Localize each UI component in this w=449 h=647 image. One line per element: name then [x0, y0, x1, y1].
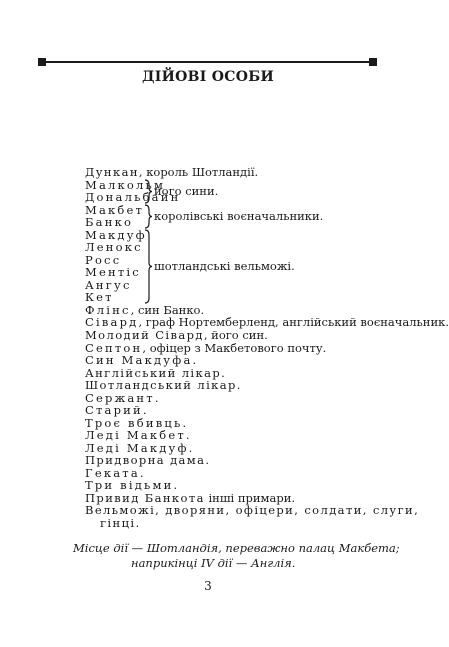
character-name: Три відьми. — [85, 478, 180, 492]
character-line — [85, 453, 210, 467]
character-name: Кет — [85, 290, 114, 304]
character-name: Молодий Сівард — [85, 328, 204, 342]
brace-label-sons: його сини. — [154, 184, 219, 198]
character-name: Шотландський лікар. — [85, 378, 242, 392]
character-name: Сержант. — [85, 391, 161, 405]
character-desc: , офіцер з Макбетового почту. — [142, 341, 327, 355]
character-desc: , король Шотландії. — [138, 165, 259, 179]
character-desc: , син Банко. — [130, 303, 205, 317]
character-name: Септон — [85, 341, 143, 355]
character-line — [85, 165, 258, 179]
character-line — [85, 403, 149, 417]
brace-label-generals: королівські воєначальники. — [154, 209, 324, 223]
character-line — [85, 265, 141, 279]
character-name: Вельможі, дворяни, офіцери, солдати, слуги, — [85, 503, 420, 517]
page-title: ДІЙОВІ ОСОБИ — [142, 69, 274, 85]
character-name: Банко — [85, 215, 134, 229]
character-name: Придворна дама. — [85, 453, 211, 467]
character-line — [85, 290, 114, 304]
character-line — [100, 516, 141, 530]
character-name: Троє вбивць. — [85, 416, 189, 430]
character-name: Росс — [85, 253, 122, 267]
brace-generals — [143, 204, 153, 229]
character-name: Дункан — [85, 165, 139, 179]
character-line — [85, 428, 192, 442]
character-line — [85, 328, 268, 342]
character-line — [85, 503, 419, 517]
brace-sons — [143, 179, 153, 204]
character-name: Геката. — [85, 466, 146, 480]
character-name: Англійський лікар. — [85, 366, 227, 380]
character-name: Син Макдуфа. — [85, 353, 199, 367]
character-name: Леді Макбет. — [85, 428, 192, 442]
character-name: Ленокс — [85, 240, 143, 254]
character-name: Сівард — [85, 315, 139, 329]
character-line — [85, 315, 449, 329]
character-line — [85, 378, 242, 392]
character-line — [85, 215, 133, 229]
header-rule — [38, 61, 377, 63]
character-name: Макдуф — [85, 228, 147, 242]
brace-label-nobles: шотландські вельможі. — [154, 259, 295, 273]
character-desc: інші примари. — [204, 491, 296, 505]
character-name: Привид Банкота — [85, 491, 205, 505]
character-name: гінці. — [100, 516, 141, 530]
brace-nobles — [143, 229, 153, 304]
header-square-right — [369, 58, 377, 66]
character-line — [85, 353, 198, 367]
character-name: Старий. — [85, 403, 149, 417]
setting-line-1: Місце дії — Шотландія, переважно палац Макбета; — [73, 541, 400, 555]
character-name: Ментіс — [85, 265, 141, 279]
page-number: 3 — [204, 579, 212, 593]
character-name: Дональбайн — [85, 190, 181, 204]
character-name: Малкольм — [85, 178, 166, 192]
character-name: Ангус — [85, 278, 132, 292]
character-desc: , його син. — [203, 328, 268, 342]
character-name: Макбет — [85, 203, 145, 217]
character-name: Флінс — [85, 303, 131, 317]
setting-line-2: наприкінці IV дії — Англія. — [131, 556, 296, 570]
character-name: Леді Макдуф. — [85, 441, 195, 455]
character-desc: , граф Нортемберленд, англійський воєначальник. — [138, 315, 449, 329]
character-line — [85, 240, 143, 254]
character-line — [85, 478, 179, 492]
